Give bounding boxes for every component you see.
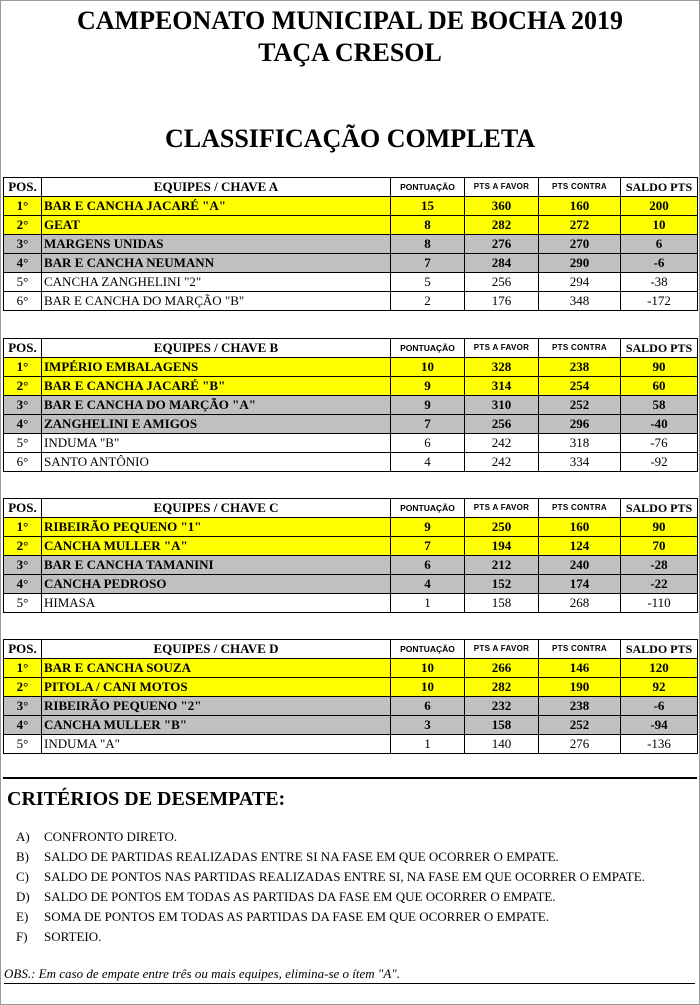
team-name-cell: BAR E CANCHA SOUZA — [42, 659, 391, 678]
points-for-cell: 232 — [465, 697, 539, 716]
position-cell: 2° — [4, 377, 42, 396]
table-row — [4, 575, 698, 594]
header-pontuacao: PONTUAÇÃO — [391, 640, 465, 659]
table-row — [4, 216, 698, 235]
points-balance-cell: 90 — [621, 358, 698, 377]
classification-title: CLASSIFICAÇÃO COMPLETA — [164, 124, 536, 153]
criteria-letter: C) — [16, 869, 29, 884]
team-name-cell: CANCHA PEDROSO — [42, 575, 391, 594]
points-against-cell: 160 — [539, 197, 621, 216]
points-balance-cell: -172 — [621, 292, 698, 311]
points-against-cell: 240 — [539, 556, 621, 575]
points-balance-cell: 10 — [621, 216, 698, 235]
criteria-item — [16, 909, 549, 925]
position-cell: 1° — [4, 358, 42, 377]
points-for-cell: 360 — [465, 197, 539, 216]
group-table — [3, 338, 698, 472]
championship-title: CAMPEONATO MUNICIPAL DE BOCHA 2019 — [76, 6, 624, 35]
table-row — [4, 537, 698, 556]
points-cell: 1 — [391, 735, 465, 754]
points-against-cell: 160 — [539, 518, 621, 537]
points-balance-cell: 70 — [621, 537, 698, 556]
points-balance-cell: 120 — [621, 659, 698, 678]
header-pts-favor: PTS A FAVOR — [465, 499, 539, 518]
table-row — [4, 197, 698, 216]
points-against-cell: 124 — [539, 537, 621, 556]
table-row — [4, 659, 698, 678]
team-name-cell: BAR E CANCHA DO MARÇÃO "B" — [42, 292, 391, 311]
group-table — [3, 498, 698, 613]
points-balance-cell: 92 — [621, 678, 698, 697]
table-row — [4, 396, 698, 415]
header-pts-favor: PTS A FAVOR — [465, 178, 539, 197]
points-balance-cell: -92 — [621, 453, 698, 472]
points-for-cell: 158 — [465, 594, 539, 613]
points-cell: 9 — [391, 518, 465, 537]
team-name-cell: SANTO ANTÔNIO — [42, 453, 391, 472]
table-row — [4, 678, 698, 697]
header-pts-contra: PTS CONTRA — [539, 499, 621, 518]
position-cell: 2° — [4, 216, 42, 235]
team-name-cell: BAR E CANCHA NEUMANN — [42, 254, 391, 273]
points-against-cell: 334 — [539, 453, 621, 472]
position-cell: 5° — [4, 273, 42, 292]
criteria-item — [16, 889, 556, 905]
header-pts-favor: PTS A FAVOR — [465, 339, 539, 358]
position-cell: 1° — [4, 659, 42, 678]
criteria-item — [16, 829, 177, 845]
points-against-cell: 190 — [539, 678, 621, 697]
points-for-cell: 284 — [465, 254, 539, 273]
header-pos: POS. — [4, 640, 42, 659]
criteria-text: CONFRONTO DIRETO. — [44, 829, 178, 844]
points-cell: 6 — [391, 556, 465, 575]
points-against-cell: 276 — [539, 735, 621, 754]
points-cell: 7 — [391, 537, 465, 556]
team-name-cell: ZANGHELINI E AMIGOS — [42, 415, 391, 434]
points-balance-cell: -110 — [621, 594, 698, 613]
points-balance-cell: -40 — [621, 415, 698, 434]
position-cell: 4° — [4, 575, 42, 594]
points-for-cell: 256 — [465, 415, 539, 434]
position-cell: 3° — [4, 396, 42, 415]
points-against-cell: 146 — [539, 659, 621, 678]
points-against-cell: 318 — [539, 434, 621, 453]
points-against-cell: 272 — [539, 216, 621, 235]
table-header-row — [4, 640, 698, 659]
points-for-cell: 250 — [465, 518, 539, 537]
table-header-row — [4, 339, 698, 358]
points-for-cell: 276 — [465, 235, 539, 254]
criteria-letter: A) — [16, 829, 30, 844]
points-for-cell: 242 — [465, 434, 539, 453]
table-row — [4, 292, 698, 311]
header-saldo: SALDO PTS — [621, 178, 698, 197]
points-against-cell: 252 — [539, 396, 621, 415]
team-name-cell: PITOLA / CANI MOTOS — [42, 678, 391, 697]
criteria-letter: F) — [16, 929, 28, 944]
points-for-cell: 310 — [465, 396, 539, 415]
section-divider — [3, 777, 697, 779]
position-cell: 5° — [4, 594, 42, 613]
position-cell: 5° — [4, 434, 42, 453]
team-name-cell: BAR E CANCHA TAMANINI — [42, 556, 391, 575]
criteria-item — [16, 849, 559, 865]
points-cell: 10 — [391, 678, 465, 697]
position-cell: 6° — [4, 292, 42, 311]
points-balance-cell: -6 — [621, 254, 698, 273]
header-saldo: SALDO PTS — [621, 640, 698, 659]
position-cell: 4° — [4, 415, 42, 434]
table-row — [4, 594, 698, 613]
points-balance-cell: -38 — [621, 273, 698, 292]
position-cell: 4° — [4, 716, 42, 735]
header-pts-contra: PTS CONTRA — [539, 339, 621, 358]
header-group-label: EQUIPES / CHAVE A — [42, 178, 391, 197]
position-cell: 1° — [4, 197, 42, 216]
observation-underline — [4, 983, 695, 984]
trophy-title: TAÇA CRESOL — [258, 38, 442, 67]
position-cell: 3° — [4, 235, 42, 254]
points-for-cell: 256 — [465, 273, 539, 292]
table-row — [4, 556, 698, 575]
header-pontuacao: PONTUAÇÃO — [391, 178, 465, 197]
table-row — [4, 434, 698, 453]
team-name-cell: IMPÉRIO EMBALAGENS — [42, 358, 391, 377]
points-for-cell: 140 — [465, 735, 539, 754]
points-against-cell: 296 — [539, 415, 621, 434]
team-name-cell: RIBEIRÃO PEQUENO "1" — [42, 518, 391, 537]
header-pos: POS. — [4, 178, 42, 197]
points-against-cell: 348 — [539, 292, 621, 311]
header-pontuacao: PONTUAÇÃO — [391, 499, 465, 518]
criteria-text: SOMA DE PONTOS EM TODAS AS PARTIDAS DA FASE EM QUE OCORRER O EMPATE. — [44, 909, 550, 924]
points-balance-cell: 200 — [621, 197, 698, 216]
points-against-cell: 294 — [539, 273, 621, 292]
table-row — [4, 377, 698, 396]
team-name-cell: INDUMA "A" — [42, 735, 391, 754]
points-for-cell: 152 — [465, 575, 539, 594]
criteria-letter: E) — [16, 909, 29, 924]
points-cell: 6 — [391, 697, 465, 716]
points-for-cell: 212 — [465, 556, 539, 575]
team-name-cell: INDUMA "B" — [42, 434, 391, 453]
criteria-text: SALDO DE PARTIDAS REALIZADAS ENTRE SI NA FASE EM QUE OCORRER O EMPATE. — [44, 849, 559, 864]
team-name-cell: GEAT — [42, 216, 391, 235]
header-group-label: EQUIPES / CHAVE B — [42, 339, 391, 358]
points-cell: 15 — [391, 197, 465, 216]
points-balance-cell: 90 — [621, 518, 698, 537]
team-name-cell: BAR E CANCHA DO MARÇÃO "A" — [42, 396, 391, 415]
points-cell: 4 — [391, 453, 465, 472]
points-against-cell: 174 — [539, 575, 621, 594]
observation-note: OBS.: Em caso de empate entre três ou mais equipes, elimina-se o ítem "A". — [4, 966, 401, 981]
criteria-item — [16, 929, 101, 945]
points-cell: 8 — [391, 235, 465, 254]
points-against-cell: 252 — [539, 716, 621, 735]
points-cell: 6 — [391, 434, 465, 453]
header-pos: POS. — [4, 499, 42, 518]
points-cell: 2 — [391, 292, 465, 311]
header-group-label: EQUIPES / CHAVE C — [42, 499, 391, 518]
table-row — [4, 716, 698, 735]
position-cell: 3° — [4, 697, 42, 716]
team-name-cell: CANCHA MULLER "A" — [42, 537, 391, 556]
points-against-cell: 238 — [539, 697, 621, 716]
table-row — [4, 254, 698, 273]
points-for-cell: 314 — [465, 377, 539, 396]
group-table — [3, 639, 698, 754]
points-for-cell: 282 — [465, 216, 539, 235]
criteria-letter: B) — [16, 849, 29, 864]
table-row — [4, 453, 698, 472]
points-balance-cell: -76 — [621, 434, 698, 453]
position-cell: 4° — [4, 254, 42, 273]
table-header-row — [4, 499, 698, 518]
table-row — [4, 415, 698, 434]
points-for-cell: 282 — [465, 678, 539, 697]
team-name-cell: CANCHA ZANGHELINI "2" — [42, 273, 391, 292]
points-against-cell: 290 — [539, 254, 621, 273]
table-row — [4, 735, 698, 754]
points-balance-cell: 60 — [621, 377, 698, 396]
points-for-cell: 242 — [465, 453, 539, 472]
tiebreak-title: CRITÉRIOS DE DESEMPATE: — [7, 788, 286, 810]
points-balance-cell: 6 — [621, 235, 698, 254]
points-cell: 3 — [391, 716, 465, 735]
points-cell: 9 — [391, 396, 465, 415]
header-pts-contra: PTS CONTRA — [539, 178, 621, 197]
table-header-row — [4, 178, 698, 197]
position-cell: 5° — [4, 735, 42, 754]
points-cell: 8 — [391, 216, 465, 235]
criteria-text: SALDO DE PONTOS NAS PARTIDAS REALIZADAS ENTRE SI, NA FASE EM QUE OCORRER O EMPATE. — [44, 869, 645, 884]
table-row — [4, 358, 698, 377]
criteria-letter: D) — [16, 889, 30, 904]
criteria-text: SORTEIO. — [44, 929, 102, 944]
header-pos: POS. — [4, 339, 42, 358]
team-name-cell: BAR E CANCHA JACARÉ "B" — [42, 377, 391, 396]
points-for-cell: 266 — [465, 659, 539, 678]
points-cell: 10 — [391, 358, 465, 377]
header-saldo: SALDO PTS — [621, 339, 698, 358]
points-cell: 1 — [391, 594, 465, 613]
team-name-cell: RIBEIRÃO PEQUENO "2" — [42, 697, 391, 716]
position-cell: 6° — [4, 453, 42, 472]
table-row — [4, 697, 698, 716]
group-table — [3, 177, 698, 311]
points-cell: 4 — [391, 575, 465, 594]
points-for-cell: 328 — [465, 358, 539, 377]
points-balance-cell: -94 — [621, 716, 698, 735]
team-name-cell: MARGENS UNIDAS — [42, 235, 391, 254]
points-against-cell: 238 — [539, 358, 621, 377]
team-name-cell: BAR E CANCHA JACARÉ "A" — [42, 197, 391, 216]
position-cell: 2° — [4, 537, 42, 556]
team-name-cell: HIMASA — [42, 594, 391, 613]
points-cell: 7 — [391, 415, 465, 434]
header-group-label: EQUIPES / CHAVE D — [42, 640, 391, 659]
points-balance-cell: -28 — [621, 556, 698, 575]
points-for-cell: 158 — [465, 716, 539, 735]
points-for-cell: 194 — [465, 537, 539, 556]
points-balance-cell: -136 — [621, 735, 698, 754]
position-cell: 3° — [4, 556, 42, 575]
points-against-cell: 254 — [539, 377, 621, 396]
table-row — [4, 235, 698, 254]
points-against-cell: 268 — [539, 594, 621, 613]
points-for-cell: 176 — [465, 292, 539, 311]
criteria-text: SALDO DE PONTOS EM TODAS AS PARTIDAS DA FASE EM QUE OCORRER O EMPATE. — [44, 889, 556, 904]
points-balance-cell: -6 — [621, 697, 698, 716]
points-cell: 7 — [391, 254, 465, 273]
position-cell: 1° — [4, 518, 42, 537]
table-row — [4, 518, 698, 537]
criteria-item — [16, 869, 645, 885]
header-pontuacao: PONTUAÇÃO — [391, 339, 465, 358]
header-pts-contra: PTS CONTRA — [539, 640, 621, 659]
position-cell: 2° — [4, 678, 42, 697]
points-against-cell: 270 — [539, 235, 621, 254]
header-saldo: SALDO PTS — [621, 499, 698, 518]
points-balance-cell: 58 — [621, 396, 698, 415]
points-balance-cell: -22 — [621, 575, 698, 594]
points-cell: 9 — [391, 377, 465, 396]
header-pts-favor: PTS A FAVOR — [465, 640, 539, 659]
table-row — [4, 273, 698, 292]
points-cell: 10 — [391, 659, 465, 678]
team-name-cell: CANCHA MULLER "B" — [42, 716, 391, 735]
points-cell: 5 — [391, 273, 465, 292]
